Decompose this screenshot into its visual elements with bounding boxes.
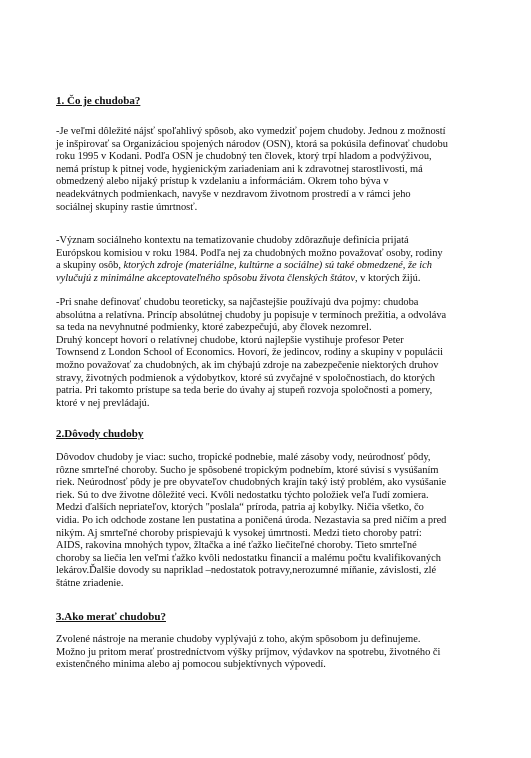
paragraph-reasons: Dôvodov chudoby je viac: sucho, tropické podnebie, malé zásoby vody, neúrodnosť pôdy, rôzne smrteľné choroby. Sucho je spôsobené tropickým podnebím, ktoré súvisí s vysúšaním riek. Neúrodnosť pôdy je pre obyvateľov chudobných krajín taký istý problém, ako vysúšanie riek. Sú to dve životne dôležité veci. Kvôli nedostatku týchto položiek veľa ľudí zomiera. Medzi ďalších nepriateľov, ktorých "poslala“ príroda, patria aj kobylky. Ničia všetko, čo vidia. Po ich odchode zostane len pustatina a poničená úroda. Nezastavia sa pred ničím a pred nikým. Aj smrteľné choroby prispievajú k vysokej úmrtnosti. Medzi tieto choroby patrí: AIDS, rakovina mnohých typov, žltačka a iné ťažko liečiteľné choroby. Tieto smrteľné choroby sa liečia len veľmi ťažko kvôli nedostatku financií a malému počtu kvalifikovaných lekárov.Ďalšie dovody su napriklad –nedostatok potravy,nerozumné míňanie, závislosti, zlé štátne zriadenie. xyxy=(56,452,447,589)
paragraph-measurement: Zvolené nástroje na meranie chudoby vyplývajú z toho, akým spôsobom ju definujeme. Možno ju pritom merať prostredníctvom výšky príjmov, výdavkov na spotrebu, životného či existenčného minima alebo aj pomocou subjektívnych výpovedí. xyxy=(56,634,441,671)
paragraph-text: -Význam sociálneho kontextu na tematizovanie chudoby zdôrazňuje definícia prijatá Európskou komisiou v roku 1984. Podľa nej za chudobných možno považovať osoby, rodiny a skupiny osôb, xyxy=(56,235,443,272)
paragraph-definition-osn: -Je veľmi dôležité nájsť spoľahlivý spôsob, ako vymedziť pojem chudoby. Jednou z možností je inšpirovať sa Organizáciou spojených národov (OSN), ktorá sa pokúsila definovať chudobu roku 1995 v Kodani. Podľa OSN je chudobný ten človek, ktorý trpí hladom a podvýživou, nemá prístup k pitnej vode, hygienickým zariadeniam ani k zdravotnej starostlivosti, má obmedzený alebo nijaký prístup k vzdelaniu a informáciám. Okrem toho býva v neadekvátnych podmienkach, navyše v nezdravom životnom prostredí a v rámci jeho sociálnej skupiny rastie úmrtnosť. xyxy=(56,126,448,213)
paragraph-text-tail: , v ktorých žijú. xyxy=(354,272,421,284)
section-heading-2: 2.Dôvody chudoby xyxy=(56,428,144,440)
paragraph-european-commission xyxy=(56,235,496,285)
paragraph-italic-quote: ktorých zdroje (materiálne, kultúrne a sociálne) sú také obmedzené, že ich vylučujú z minimálne akceptovateľného spôsobu života členských štátov xyxy=(56,260,432,284)
section-heading-1: 1. Čo je chudoba? xyxy=(56,95,141,107)
section-heading-3: 3.Ako merať chudobu? xyxy=(56,611,166,623)
paragraph-absolute-relative: -Pri snahe definovať chudobu teoreticky, sa najčastejšie používajú dva pojmy: chudoba absolútna a relatívna. Princíp absolútnej chudoby ju popisuje v termínoch prežitia, a odvoláva sa teda na nevyhnutné podmienky, ktoré zabezpečujú, aby človek nezomrel. Druhý koncept hovorí o relatívnej chudobe, ktorú najlepšie vystihuje profesor Peter Townsend z London School of Economics. Hovorí, že jedincov, rodiny a skupiny v populácii možno považovať za chudobných, ak im chýbajú zdroje na zabezpečenie niektorých druhov stravy, životných podmienok a výdobytkov, ktoré sú zvyčajné v spoločnostiach, do ktorých patria. Pri takomto prístupe sa teda berie do úvahy aj stupeň rozvoja spoločnosti a pomery, ktoré v nej prevládajú. xyxy=(56,297,447,409)
